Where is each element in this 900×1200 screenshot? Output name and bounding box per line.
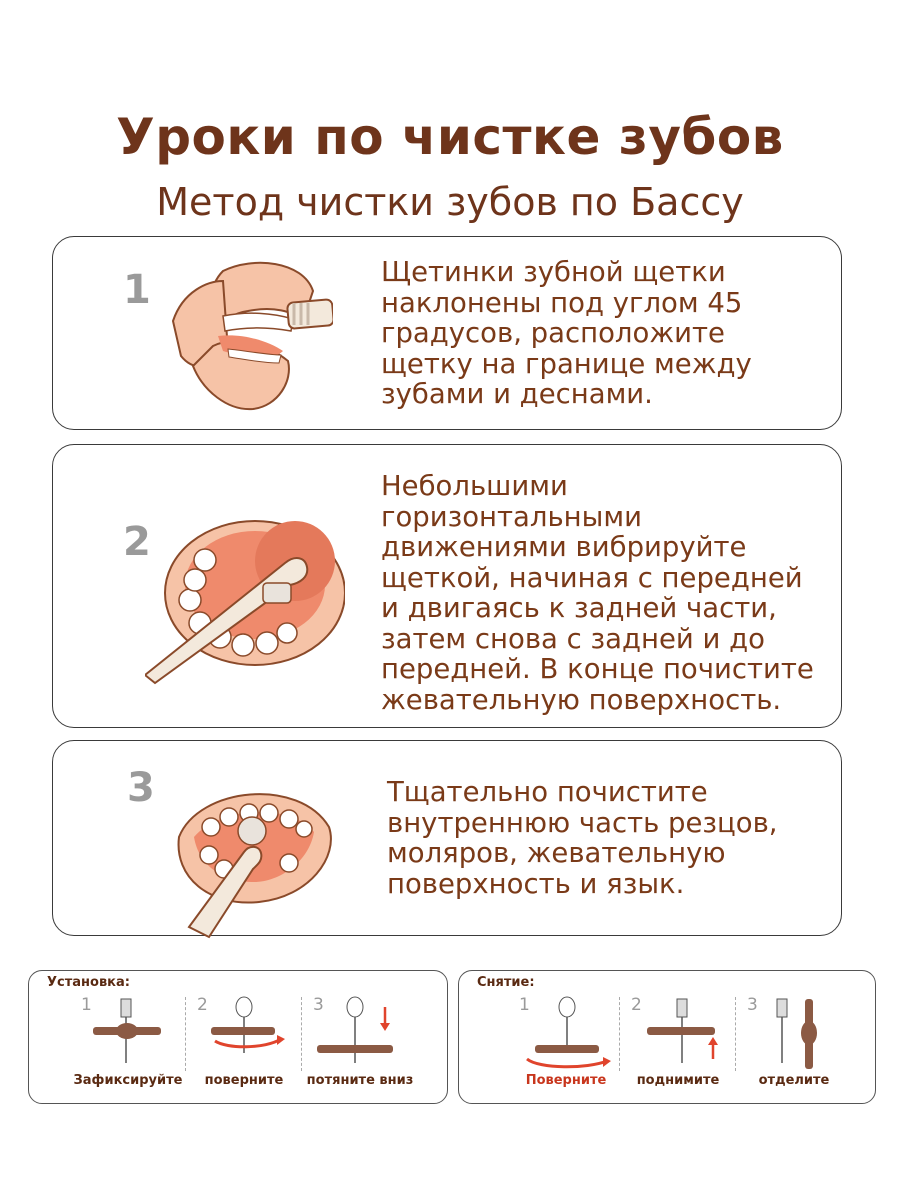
- rotate-arrow-icon: [509, 993, 623, 1073]
- rotate-arrow-icon: [187, 993, 301, 1073]
- remove-step-label: поднимите: [636, 1073, 720, 1088]
- divider: [301, 997, 302, 1071]
- remove-step-1: [509, 993, 623, 1089]
- inner-teeth-brushing-illustration: [149, 767, 349, 947]
- install-step-label: Зафиксируйте: [73, 1073, 183, 1088]
- install-step-number: 1: [81, 995, 92, 1015]
- install-step-3: [303, 993, 417, 1089]
- divider: [619, 997, 620, 1071]
- install-step-label: поверните: [204, 1073, 284, 1088]
- step-card-3: [52, 740, 842, 936]
- page-subtitle: Метод чистки зубов по Бассу: [156, 180, 744, 224]
- brush-head-lock-icon: [71, 993, 185, 1073]
- install-step-number: 3: [313, 995, 324, 1015]
- install-step-label: потяните вниз: [306, 1073, 414, 1088]
- remove-step-label: отделите: [758, 1073, 830, 1088]
- remove-step-number: 1: [519, 995, 530, 1015]
- step-text: Щетинки зубной щетки наклонены под углом 45 градусов, расположите щетку на границе между зубами и деснами.: [381, 256, 752, 410]
- step-card-2: [52, 444, 842, 728]
- step-number: 1: [123, 267, 151, 313]
- remove-step-3: [737, 993, 851, 1089]
- mouth-brush-angle-illustration: [153, 251, 333, 421]
- divider: [185, 997, 186, 1071]
- step-number: 2: [123, 519, 151, 565]
- install-step-1: [71, 993, 185, 1089]
- teeth-horizontal-brushing-illustration: [145, 505, 345, 685]
- install-step-2: [187, 993, 301, 1089]
- remove-panel: [458, 970, 876, 1104]
- step-number: 3: [127, 765, 155, 811]
- lift-up-arrow-icon: [621, 993, 735, 1073]
- remove-step-label: Поверните: [525, 1073, 607, 1088]
- step-text: Небольшими горизонтальными движениями вибрируйте щеткой, начиная с передней и двигаясь к задней части, затем снова с задней и до передней. В конце почистите жевательную поверхность.: [381, 470, 814, 716]
- remove-step-number: 3: [747, 995, 758, 1015]
- install-step-number: 2: [197, 995, 208, 1015]
- install-panel: [28, 970, 448, 1104]
- divider: [735, 997, 736, 1071]
- remove-step-number: 2: [631, 995, 642, 1015]
- pull-down-arrow-icon: [303, 993, 417, 1073]
- page-title: Уроки по чистке зубов: [116, 108, 784, 166]
- step-card-1: [52, 236, 842, 430]
- install-title: Установка:: [47, 975, 130, 990]
- step-text: Тщательно почистите внутреннюю часть резцов, моляров, жевательную поверхность и язык.: [387, 776, 778, 900]
- remove-title: Снятие:: [477, 975, 535, 990]
- remove-step-2: [621, 993, 735, 1089]
- separate-parts-icon: [737, 993, 851, 1073]
